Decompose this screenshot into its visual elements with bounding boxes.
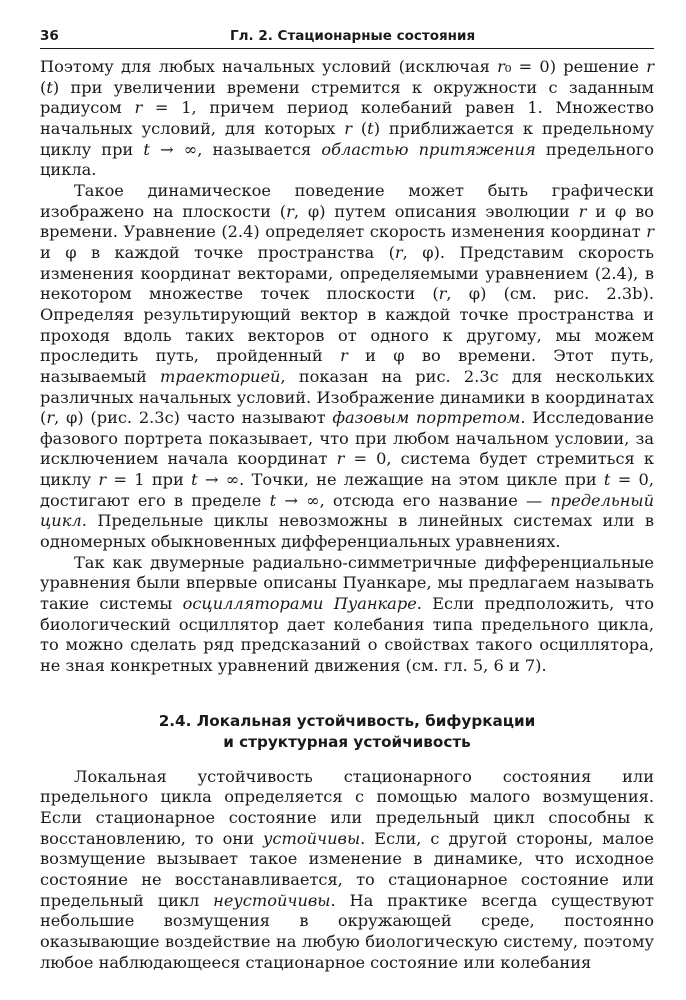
italic-run: фазовым портретом: [332, 408, 521, 428]
italic-run: r: [336, 449, 345, 469]
text-run: (: [40, 77, 47, 97]
text-run: = 0, достигают его в пределе: [40, 470, 654, 510]
italic-run: устойчивы: [263, 828, 361, 848]
chapter-title: Гл. 2. Стационарные состояния: [230, 28, 476, 44]
italic-run: r: [646, 222, 654, 242]
page-number: 36: [40, 28, 59, 44]
italic-run: t: [269, 490, 277, 510]
text-run: → ∞, отсюда его название —: [276, 490, 551, 510]
text-run: предельного цикла.: [40, 139, 655, 180]
italic-run: r: [578, 201, 587, 221]
text-run: Локальная устойчивость стационарного состояния или предельного цикла определяется с помощью малого возмущения. Если стационарное состояние или предельный цикл способны к восстановлению, то они: [40, 766, 654, 848]
text-run: = 1, причем период колебаний равен 1. Множество начальных условий, для которых: [40, 98, 655, 138]
italic-run: r: [394, 242, 403, 262]
italic-run: неустойчивы: [213, 890, 331, 910]
text-run: , показан на рис. 2.3с для нескольких различных начальных условий. Изображение динамики в координатах (: [40, 366, 655, 428]
italic-run: r: [134, 98, 143, 118]
italic-run: r: [497, 57, 505, 76]
italic-run: r: [286, 201, 294, 221]
italic-run: t: [46, 77, 53, 97]
text-run: = 0, система будет стремиться к циклу: [40, 449, 654, 490]
italic-run: предельный цикл: [40, 490, 655, 531]
text-run: ₀ = 0) решение: [504, 57, 647, 76]
text-run: и φ в каждой точке пространства (: [40, 242, 395, 262]
italic-run: r: [46, 408, 55, 428]
text-run: = 1 при: [106, 470, 192, 490]
text-run: . Предельные циклы невозможны в линейных системах или в одномерных обыкновенных дифференциальных уравнениях.: [40, 511, 654, 552]
italic-run: t: [143, 139, 150, 159]
italic-run: t: [191, 470, 198, 490]
section-heading-2-4: [40, 711, 654, 753]
section-heading-line-2: и структурная устойчивость: [223, 732, 471, 751]
text-run: (: [351, 118, 368, 138]
text-run: и φ во времени. Уравнение (2.4) определяет скорость изменения координат: [40, 201, 654, 242]
italic-run: областью притяжения: [321, 139, 536, 159]
italic-run: траекторией: [159, 366, 281, 386]
paragraph-limit-cycle-basin: [40, 57, 654, 181]
text-run: Так как двумерные радиально-симметричные дифференциальные уравнения были впервые описаны Пуанкаре, мы предлагаем называть такие системы: [40, 552, 654, 614]
italic-run: r: [340, 346, 348, 366]
text-run: . Исследование фазового портрета показывает, что при любом начальном условии, за исключением начала координат: [40, 408, 654, 469]
text-run: , φ) путем описания эволюции: [293, 201, 579, 221]
italic-run: осцилляторами Пуанкаре: [182, 594, 417, 614]
running-head: [40, 26, 654, 49]
italic-run: t: [603, 470, 611, 490]
italic-run: r: [344, 118, 352, 138]
text-run: . На практике всегда существуют небольшие возмущения в окружающей среде, постоянно оказывающие воздействие на любую биологическую систему, поэтому любое наблюдающееся стационарное состояние или колебания: [40, 890, 655, 972]
text-run: и φ во времени. Этот путь, называемый: [40, 346, 655, 386]
text-run: . Если предположить, что биологический осциллятор дает колебания типа предельного цикла, то можно сделать ряд предсказаний о свойствах такого осциллятора, не зная конкретных уравнений движения (см. гл. 5, 6 и 7).: [40, 594, 654, 676]
italic-run: r: [98, 470, 107, 490]
text-run: → ∞, называется: [149, 139, 322, 159]
text-run: . Если, с другой стороны, малое возмущение вызывает такое изменение в динамике, что исходное состояние не восстанавливается, то стационарное состояние или предельный цикл: [40, 828, 655, 910]
text-run: ) приближается к предельному циклу при: [40, 118, 654, 159]
book-page: [40, 26, 654, 973]
text-run: , φ). Представим скорость изменения координат векторами, определяемыми уравнением (2.4), в некотором множестве точек плоскости (: [40, 242, 654, 304]
italic-run: r: [646, 57, 654, 76]
text-run: → ∞. Точки, не лежащие на этом цикле при: [197, 470, 604, 490]
paragraph-local-stability: [40, 767, 654, 974]
text-run: Поэтому для любых начальных условий (исключая: [40, 57, 498, 76]
text-run: Такое динамическое поведение может быть графически изображено на плоскости (: [40, 180, 654, 221]
italic-run: r: [438, 284, 447, 304]
text-run: , φ) (рис. 2.3с) часто называют: [54, 408, 333, 428]
paragraph-phase-portrait: [40, 181, 654, 553]
text-run: ) при увеличении времени стремится к окружности с заданным радиусом: [40, 77, 654, 118]
italic-run: t: [367, 118, 374, 138]
paragraph-poincare-oscillators: [40, 553, 654, 677]
text-run: , φ) (см. рис. 2.3b). Определяя результирующий вектор в каждой точке пространства и проходя вдоль таких векторов от одного к другому, мы можем проследить путь, пройденный: [40, 284, 654, 366]
section-heading-line-1: 2.4. Локальная устойчивость, бифуркации: [158, 711, 536, 730]
